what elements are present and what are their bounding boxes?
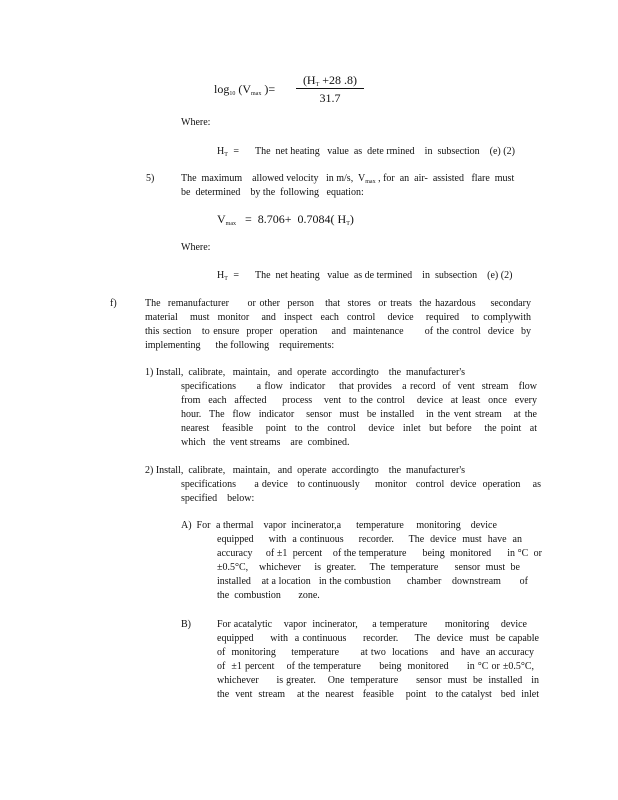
sub-b-line: the vent stream at the nearest feasible point to the catalyst bed inlet [217,689,539,700]
req-line: specifications a device to continuously monitor control device operation as [181,479,541,490]
item-5-number: 5) [146,173,155,184]
sub-a-line: a thermal vapor incinerator,a temperature monitoring device [216,520,497,531]
req-line: nearest feasible point to the control device inlet but before the point at [181,423,537,434]
num-suffix: +28 .8) [319,73,358,87]
section-f-line: material must monitor and inspect each control device required to complywith [145,312,531,323]
sub-item-a-body [217,519,542,603]
num-prefix: (H [302,73,316,87]
sub-item-a-label: A) For [181,520,211,531]
sub-a-line: ±0.5°C, whichever is greater. The temperature sensor must be [217,562,520,573]
fraction-numerator [296,73,364,88]
lhs-close: )= [264,82,276,96]
lhs-sub: max [251,91,262,97]
definition-2-text: The net heating value as de termined in subsection (e) (2) [255,270,513,281]
definition-2 [217,269,239,286]
log-text: log [214,82,230,96]
eq2-lhs: V [217,212,226,226]
num-sub: T [315,82,320,88]
section-f-line: The remanufacturer or other person that stores or treats the hazardous secondary [145,298,531,309]
item-5-text: The maximum allowed velocity in m/s, V [181,173,366,184]
sub-a-line: equipped with a continuous recorder. The device must have an [217,534,522,545]
req-line: which the vent streams are combined. [181,437,350,448]
equation-1-lhs [214,82,275,101]
eq2-rhs-close: ) [349,212,354,226]
definition-1-text: The net heating value as dete rmined in subsection (e) (2) [255,146,515,157]
eq2-rhs-sub: T [346,221,350,227]
requirement-2-label: 2) Install, calibrate, maintain, and operate accordingto the manufacturer's [145,465,466,476]
equation-2 [217,212,354,231]
sub-b-line: equipped with a continuous recorder. The device must be capable [217,633,539,644]
item-5-tail: , for an air- assisted flare must [375,173,515,184]
requirement-2-body [181,478,541,506]
equation-1 [214,73,374,109]
sub-a-line: installed at a location in the combustion chamber downstream of [217,576,528,587]
def-equals: = [233,146,240,157]
where-label-1: Where: [181,117,211,128]
def-symbol: H [217,146,225,157]
req-line: specified below: [181,493,255,504]
def-symbol: H [217,270,225,281]
req-line: specifications a flow indicator that provides a record of vent stream flow [181,381,537,392]
section-f-line: implementing the following requirements: [145,340,335,351]
req-line: from each affected process vent to the control device at least once every [181,395,537,406]
sub-b-line: For acatalytic vapor incinerator, a temperature monitoring device [217,619,527,630]
sub-a-line: accuracy of ±1 percent of the temperature being monitored in °C or [217,548,542,559]
where-label-2: Where: [181,242,211,253]
log-base: 10 [229,91,236,97]
sub-b-line: of monitoring temperature at two locations and have an accuracy [217,647,534,658]
vmax-sub: max [365,179,376,185]
def-symbol-sub: T [224,152,228,158]
equation-1-fraction [296,73,364,105]
sub-b-line: of ±1 percent of the temperature being monitored in °C or ±0.5°C, [217,661,534,672]
requirement-1-body [181,380,537,450]
requirement-1-label: 1) Install, calibrate, maintain, and operate accordingto the manufacturer's [145,367,466,378]
def-symbol-sub: T [224,276,228,282]
req-line: hour. The flow indicator sensor must be installed in the vent stream at the [181,409,537,420]
lhs-open: (V [238,82,252,96]
sub-item-b-body [217,618,539,702]
eq2-rhs: = 8.706+ 0.7084( H [245,212,347,226]
fraction-denominator: 31.7 [319,91,341,105]
sub-a-line: the combustion zone. [217,590,320,601]
item-5-line-2: be determined by the following equation: [181,187,364,198]
section-f-body [145,297,531,353]
section-f-line: this section to ensure proper operation and maintenance of the control device by [145,326,531,337]
section-f-label: f) [110,298,117,309]
sub-b-line: whichever is greater. One temperature sensor must be installed in [217,675,539,686]
definition-1 [217,145,239,162]
sub-item-b-label: B) [181,619,191,630]
def-equals: = [233,270,240,281]
eq2-lhs-sub: max [225,221,237,227]
